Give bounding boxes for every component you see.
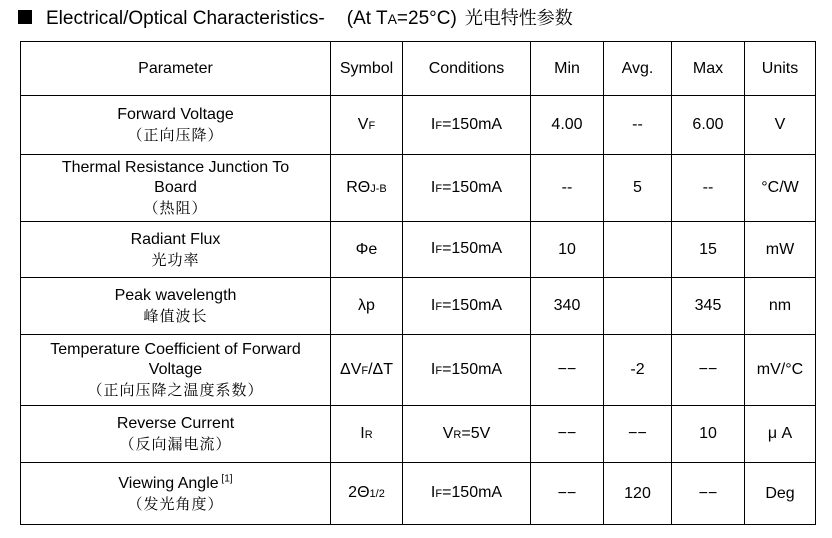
parameter-cell — [21, 222, 331, 278]
avg-cell: -- — [604, 96, 672, 155]
min-cell: 10 — [531, 222, 604, 278]
condition-main: I — [430, 178, 436, 196]
heading-condition: (At TA=25°C) — [346, 8, 457, 29]
parameter-name-line: Reverse Current — [116, 415, 235, 432]
max-cell: 6.00 — [672, 96, 745, 155]
parameter-chinese: （热阻） — [143, 199, 208, 217]
condition-main: I — [430, 484, 436, 501]
column-header: Max — [672, 42, 745, 96]
parameter-name-line: Thermal Resistance Junction To — [61, 159, 290, 176]
avg-cell: 120 — [604, 463, 672, 525]
symbol-cell — [331, 278, 403, 335]
condition-rest: =150mA — [442, 484, 503, 501]
symbol-main: Φe — [355, 240, 378, 258]
heading-chinese-title: 光电特性参数 — [464, 8, 573, 29]
min-cell: -- — [531, 155, 604, 222]
units-cell: μ A — [745, 406, 816, 463]
parameter-chinese: （正向压降） — [127, 126, 224, 144]
table-row — [21, 278, 816, 335]
units-cell: mW — [745, 222, 816, 278]
min-cell: −− — [531, 335, 604, 406]
conditions-cell — [403, 406, 531, 463]
max-cell: 15 — [672, 222, 745, 278]
units-cell: mV/°C — [745, 335, 816, 406]
max-cell: −− — [672, 463, 745, 525]
heading-title: Electrical/Optical Characteristics- — [46, 8, 325, 29]
condition-rest: =150mA — [442, 240, 503, 257]
parameter-name-line: Radiant Flux — [130, 230, 221, 248]
condition-main: I — [430, 115, 436, 133]
symbol-main: V — [357, 115, 369, 133]
symbol-subscript: R — [364, 428, 373, 441]
symbol-main: λp — [358, 297, 375, 314]
condition-subscript: F — [435, 182, 443, 195]
condition-main: I — [430, 360, 436, 378]
symbol-cell — [331, 463, 403, 525]
parameter-name-line: Peak wavelength — [114, 287, 237, 304]
column-header: Parameter — [21, 42, 331, 96]
symbol-subscript: F — [368, 119, 376, 132]
parameter-chinese: （发光角度） — [127, 494, 224, 513]
max-cell: 10 — [672, 406, 745, 463]
avg-cell — [604, 278, 672, 335]
symbol-main: I — [360, 424, 365, 442]
parameter-chinese: （正向压降之温度系数） — [87, 381, 264, 399]
conditions-cell — [403, 155, 531, 222]
parameter-chinese: 光功率 — [151, 250, 200, 269]
parameter-chinese: （反向漏电流） — [119, 435, 232, 453]
parameter-cell — [21, 463, 331, 525]
symbol-subscript: 1/2 — [369, 488, 385, 500]
condition-rest: =150mA — [442, 296, 503, 314]
condition-main: V — [442, 424, 454, 442]
parameter-name-line: Temperature Coefficient of Forward — [50, 341, 301, 358]
avg-cell: -2 — [604, 335, 672, 406]
max-cell: -- — [672, 155, 745, 222]
min-cell: 340 — [531, 278, 604, 335]
max-cell: −− — [672, 335, 745, 406]
min-cell: −− — [531, 406, 604, 463]
table-row — [21, 406, 816, 463]
parameter-chinese: 峰值波长 — [143, 307, 208, 325]
symbol-subscript: F — [361, 364, 369, 377]
conditions-cell — [403, 96, 531, 155]
symbol-cell — [331, 335, 403, 406]
conditions-cell — [403, 335, 531, 406]
avg-cell: −− — [604, 406, 672, 463]
max-cell: 345 — [672, 278, 745, 335]
units-cell: nm — [745, 278, 816, 335]
conditions-cell — [403, 463, 531, 525]
table-row — [21, 96, 816, 155]
square-bullet-icon — [18, 10, 32, 24]
parameter-name-line: Viewing Angle [1] — [118, 473, 233, 492]
condition-subscript: F — [435, 300, 443, 313]
footnote-ref: [1] — [218, 473, 233, 485]
table-row — [21, 222, 816, 278]
parameter-cell — [21, 96, 331, 155]
column-header: Avg. — [604, 42, 672, 96]
column-header: Min — [531, 42, 604, 96]
condition-main: I — [430, 240, 436, 257]
symbol-cell — [331, 222, 403, 278]
table-header-row — [21, 42, 816, 96]
condition-subscript: F — [435, 364, 443, 377]
table-row — [21, 155, 816, 222]
parameter-cell — [21, 278, 331, 335]
symbol-cell — [331, 406, 403, 463]
min-cell: −− — [531, 463, 604, 525]
symbol-main: RΘ — [346, 178, 371, 196]
avg-cell — [604, 222, 672, 278]
column-header: Symbol — [331, 42, 403, 96]
symbol-rest: /ΔT — [368, 360, 393, 378]
symbol-main: ΔV — [340, 360, 362, 378]
parameter-name-line: Voltage — [148, 361, 203, 378]
parameter-name-line: Forward Voltage — [117, 106, 234, 123]
units-cell: °C/W — [745, 155, 816, 222]
condition-subscript: F — [435, 119, 443, 132]
condition-rest: =150mA — [442, 178, 503, 196]
parameter-name-line: Board — [154, 179, 197, 196]
symbol-cell — [331, 96, 403, 155]
condition-rest: =5V — [461, 424, 491, 442]
condition-subscript: F — [435, 244, 443, 256]
condition-main: I — [430, 296, 436, 314]
condition-subscript: F — [435, 488, 443, 500]
condition-rest: =150mA — [442, 360, 503, 378]
parameter-cell — [21, 406, 331, 463]
section-heading — [18, 6, 573, 32]
column-header: Conditions — [403, 42, 531, 96]
parameter-cell — [21, 155, 331, 222]
units-cell: Deg — [745, 463, 816, 525]
symbol-cell — [331, 155, 403, 222]
table-row — [21, 335, 816, 406]
table-row — [21, 463, 816, 525]
column-header: Units — [745, 42, 816, 96]
conditions-cell — [403, 222, 531, 278]
condition-rest: =150mA — [442, 115, 503, 133]
symbol-subscript: J-B — [370, 182, 387, 195]
units-cell: V — [745, 96, 816, 155]
min-cell: 4.00 — [531, 96, 604, 155]
condition-subscript: R — [453, 428, 462, 441]
avg-cell: 5 — [604, 155, 672, 222]
symbol-main: 2Θ — [348, 484, 370, 501]
parameter-cell — [21, 335, 331, 406]
conditions-cell — [403, 278, 531, 335]
characteristics-table — [20, 41, 816, 525]
